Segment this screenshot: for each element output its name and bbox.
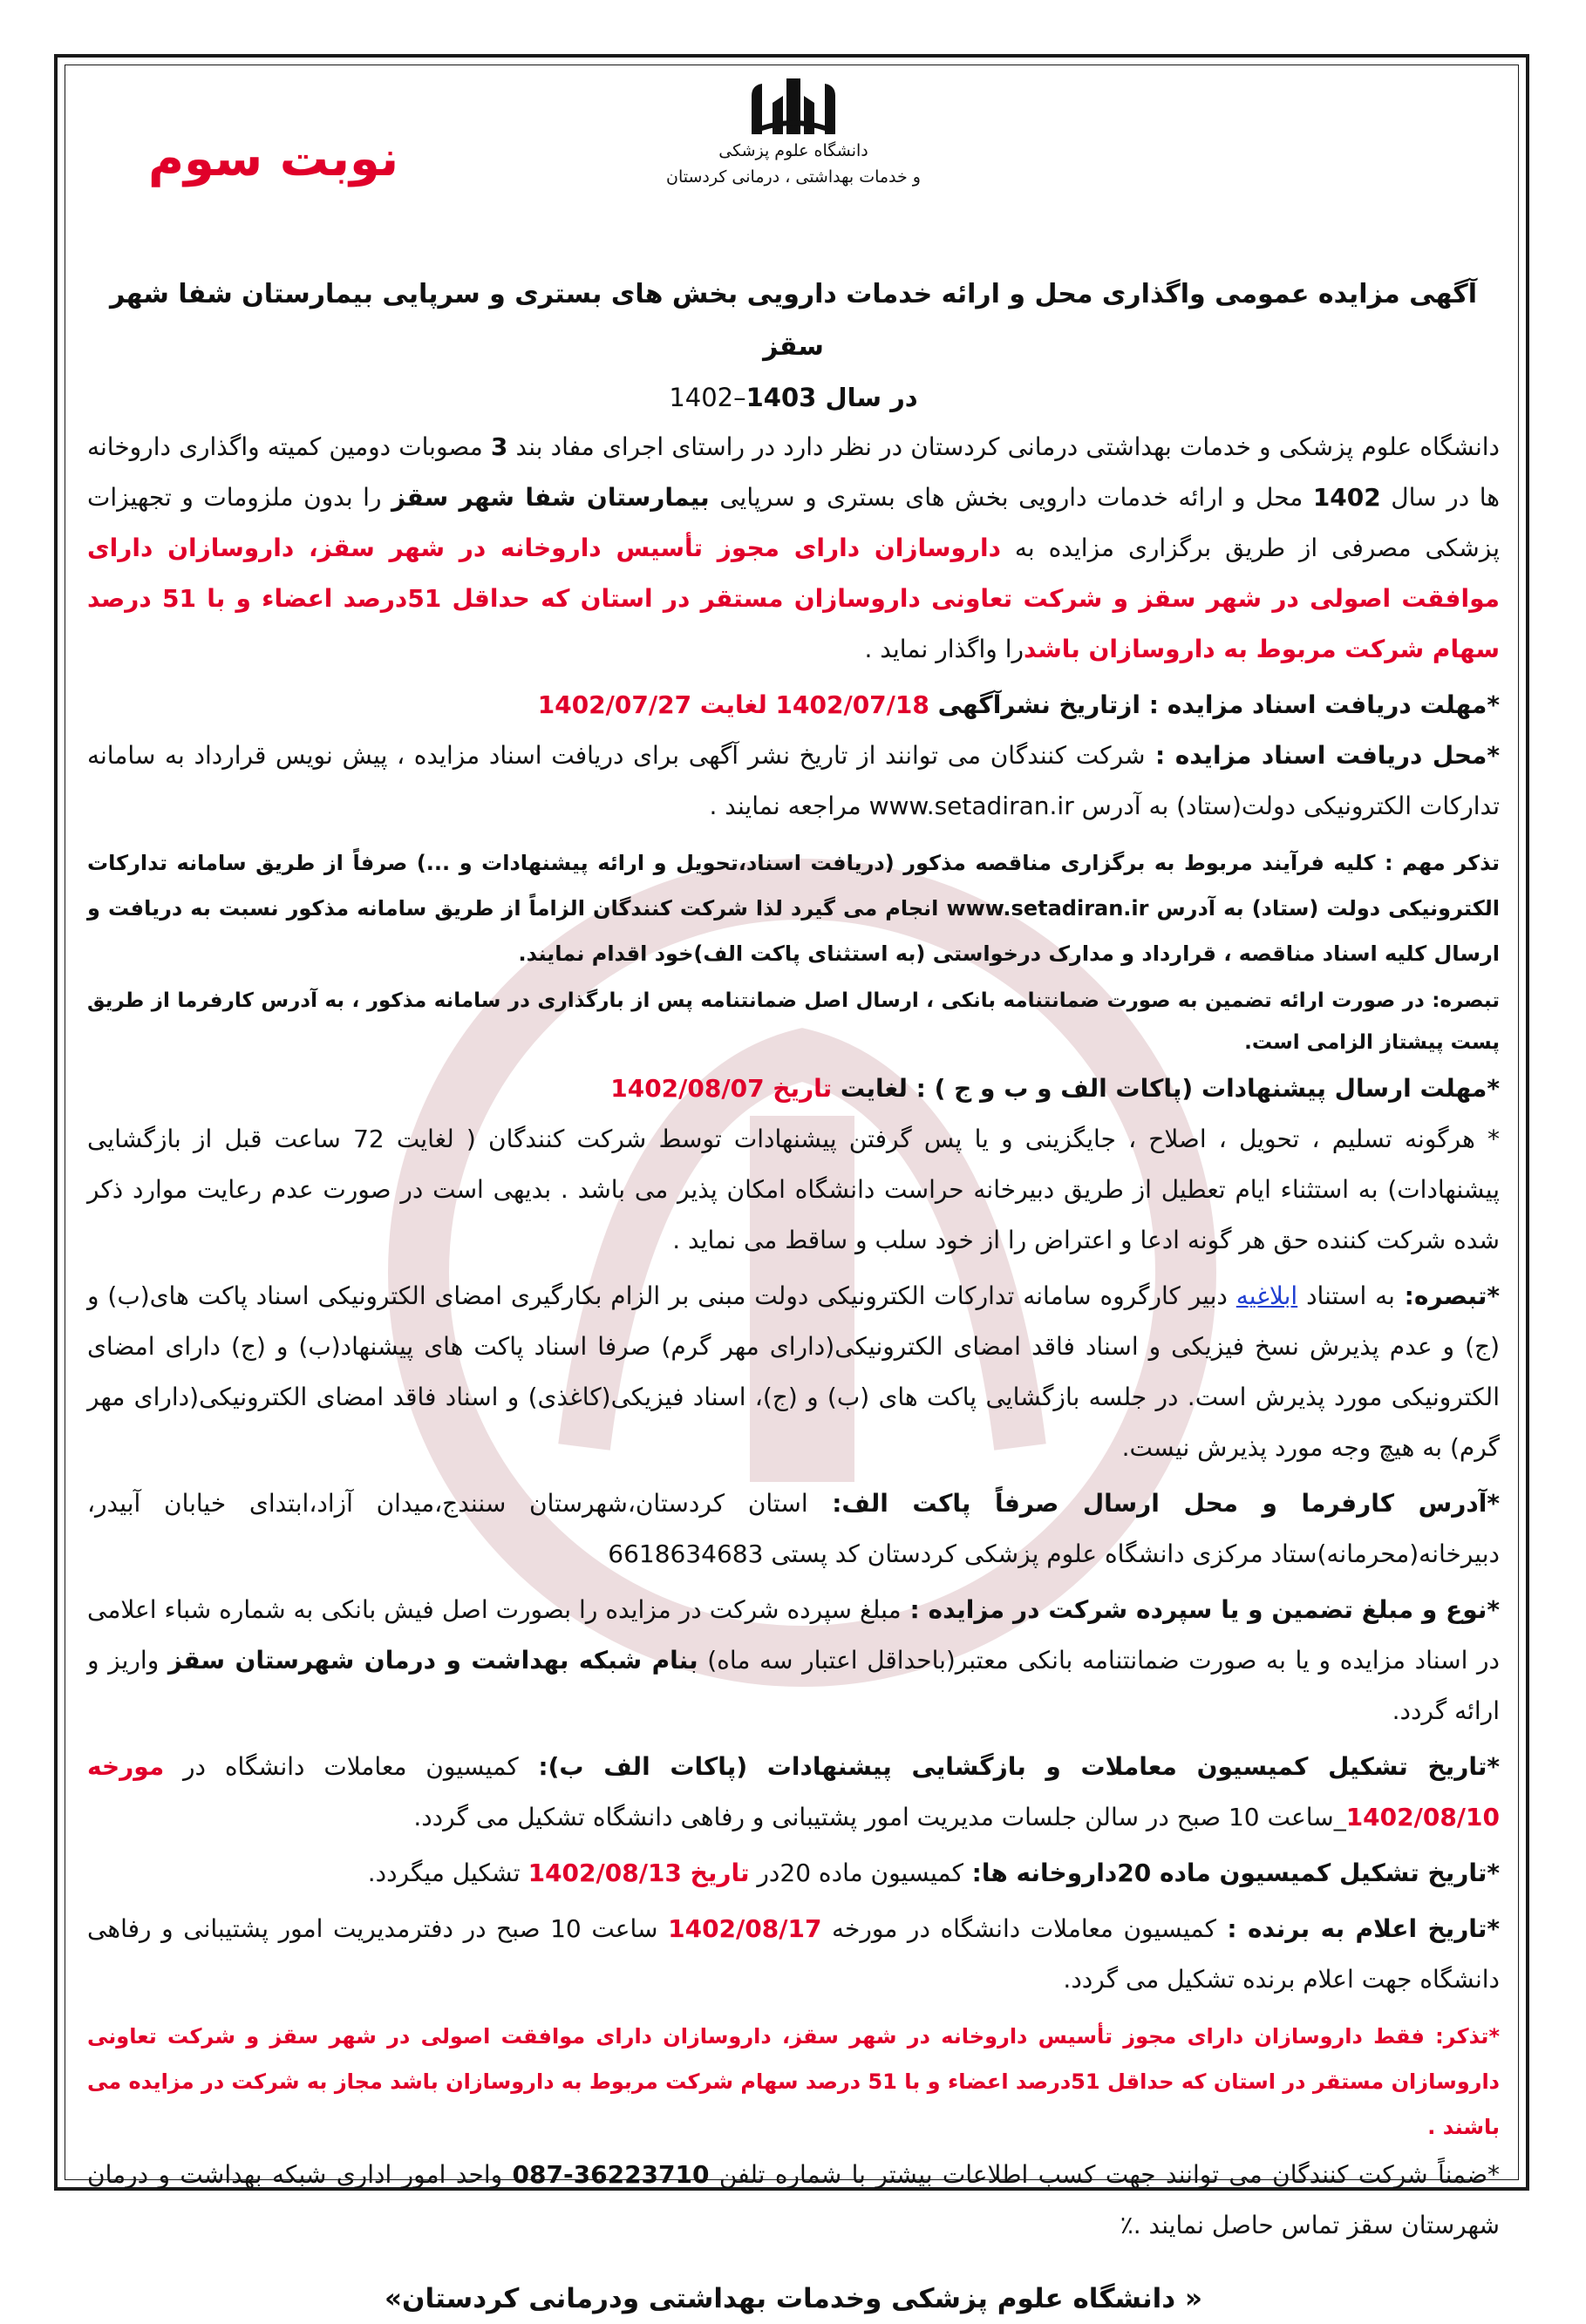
winner-date: 1402/08/17 <box>668 1914 822 1943</box>
changes-note: * هرگونه تسلیم ، تحویل ، اصلاح ، جایگزینی و یا پس گرفتن پیشنهادات توسط شرکت کنندگان ( لغایت 72 ساعت قبل از بازگشایی پیشنهادات) به استثناء ایام تعطیل از طریق دبیرخانه حراست دانشگاه امکان پذیر می باشد . بدیهی است در صورت عدم رعایت موارد ذکر شده شرکت کننده حق هر گونه ادعا و اعتراض را از خود سلب و ساقط می نماید . <box>87 1125 1501 1254</box>
important-text: انجام می گیرد لذا شرکت کنندگان الزاماً از طریق سامانه مذکور نسبت به دریافت و ارسال کلیه اسناد مناقصه ، قرارداد و مدارک درخواستی (به استثنای پاکت الف)خود اقدام نمایند. <box>87 896 1500 966</box>
intro-text: دانشگاه علوم پزشکی و خدمات بهداشتی درمانی کردستان در نظر دارد در راستای اجرای مفاد بند <box>507 432 1500 461</box>
commission20-date: تاریخ 1402/08/13 <box>528 1859 750 1887</box>
round-label: نوبت سوم <box>148 131 399 187</box>
notice-body <box>87 262 1500 2324</box>
notice-year <box>87 373 1500 422</box>
year-suffix: –1402 <box>669 383 746 412</box>
intro-paragraph <box>87 422 1500 675</box>
commission-text: کمیسیون معاملات دانشگاه در <box>164 1752 519 1781</box>
contact-phone: 087-36223710 <box>512 2160 710 2189</box>
contact-text: واحد امور اداری شبکه بهداشت و درمان شهرستان سقز تماس حاصل نمایند .٪ <box>87 2160 1500 2239</box>
commission-info <box>87 1742 1500 1843</box>
footer-signature: « دانشگاه علوم پزشکی وخدمات بهداشتی ودرمانی کردستان» <box>384 2283 1203 2314</box>
receive-place-label: *محل دریافت اسناد مزایده : <box>1145 741 1500 770</box>
commission20-text: کمیسیون ماده 20در <box>749 1859 963 1887</box>
intro-clause-number: 3 <box>490 432 508 461</box>
winner-info <box>87 1904 1500 2005</box>
commission20-text: تشکیل میگردد. <box>367 1859 528 1887</box>
submit-deadline <box>87 1063 1500 1114</box>
setad-url: www.setadiran.ir <box>946 896 1149 921</box>
university-logo-icon <box>741 77 846 138</box>
important-text: تذکر مهم : کلیه فرآیند مربوط به برگزاری مناقصه مذکور (دریافت اسناد،تحویل و ارائه پیشنهادات و ...) صرفاً از طریق سامانه تدارکات الکترونیکی دولت (ستاد) به آدرس <box>87 851 1501 921</box>
deposit-beneficiary: بنام شبکه بهداشت و درمان شهرستان سقز <box>167 1646 698 1675</box>
deposit-label: *نوع و مبلغ تضمین و یا سپرده شرکت در مزایده : <box>901 1595 1500 1624</box>
address-label: *آدرس کارفرما و محل ارسال صرفاً پاکت الف: <box>807 1489 1500 1518</box>
postal-code: 6618634683 <box>608 1539 764 1568</box>
directive-link[interactable]: ابلاغیه <box>1235 1281 1298 1310</box>
receive-deadline-dates: 1402/07/18 لغایت 1402/07/27 <box>537 690 929 719</box>
receive-place <box>87 730 1500 832</box>
receive-deadline <box>87 680 1500 730</box>
receive-place-text: شرکت کنندگان می توانند از تاریخ نشر آگهی برای دریافت اسناد مزایده ، پیش نویس قرارداد به سامانه تدارکات الکترونیکی دولت(ستاد) به آدرس <box>87 741 1500 820</box>
winner-text: کمیسیون معاملات دانشگاه در مورخه <box>821 1914 1216 1943</box>
employer-address <box>87 1478 1500 1580</box>
final-red-note: *تذکر: فقط داروسازان دارای مجوز تأسیس داروخانه در شهر سقز، داروسازان دارای موافقت اصولی در شهر سقز و شرکت تعاونی داروسازان مستقر در استان که حداقل 51درصد اعضاء و با 51 درصد سهام شرکت مربوط به داروسازان باشد مجاز به شرکت در مزایده می باشند . <box>87 2024 1500 2139</box>
important-note <box>87 840 1500 976</box>
contact-text: *ضمناً شرکت کنندگان می توانند جهت کسب اطلاعات بیشتر با شماره تلفن <box>709 2160 1500 2189</box>
university-name-line2: و خدمات بهداشتی ، درمانی کردستان <box>666 167 921 187</box>
signature-note-label: *تبصره: <box>1394 1281 1501 1310</box>
signature-note <box>87 1271 1500 1473</box>
signature-note-text: به استناد <box>1297 1281 1395 1310</box>
deposit-info <box>87 1585 1500 1736</box>
winner-label: *تاریخ اعلام به برنده : <box>1215 1914 1500 1943</box>
receive-deadline-label: *مهلت دریافت اسناد مزایده : <box>1140 690 1500 719</box>
year-label: در سال 1403 <box>745 383 918 412</box>
submit-deadline-date: تاریخ 1402/08/07 <box>610 1074 833 1103</box>
commission20-info <box>87 1848 1500 1899</box>
contact-info <box>87 2150 1500 2251</box>
deposit-text: مبلغ سپرده شرکت در مزایده را بصورت اصل فیش بانکی به شماره شباء اعلامی در اسناد مزایده و یا به صورت ضمانتنامه بانکی معتبر(باحداقل اعتبار سه ماه) <box>87 1595 1501 1675</box>
signature-note-text: دبیر کارگروه سامانه تدارکات الکترونیکی دولت مبنی بر الزام بکارگیری امضای الکترونیکی اسناد پاکت های(ب) و (ج) و عدم پذیرش نسخ فیزیکی و اسناد فاقد امضای الکترونیکی(دارای مهر گرم) صرفا اسناد پاکت های پیشنهاد(ب) و (ج) دارای امضای الکترونیکی مورد پذیرش است. در جلسه بازگشایی پاکت های (ب) و (ج)، اسناد فیزیکی(کاغذی) و اسناد فاقد امضای الکترونیکی(دارای مهر گرم) به هیچ وجه مورد پذیرش نیست. <box>87 1281 1500 1462</box>
deposit-text: واریز و ارائه گردد. <box>87 1646 1500 1725</box>
intro-text: محل و ارائه خدمات دارویی بخش های بستری و سرپایی <box>709 483 1313 512</box>
intro-text: را واگذار نماید . <box>864 635 1024 663</box>
hospital-name: بیمارستان شفا شهر سقز <box>391 483 710 512</box>
eligibility-red-text: داروسازان دارای مجوز تأسیس داروخانه در شهر سقز، داروسازان دارای موافقت اصولی در شهر سقز و شرکت تعاونی داروسازان مستقر در استان که حداقل 51درصد اعضاء و با 51 درصد سهام شرکت مربوط به داروسازان باشد <box>87 533 1501 663</box>
winner-text: ساعت 10 صبح در دفترمدیریت امور پشتیبانی و رفاهی دانشگاه جهت اعلام برنده تشکیل می گردد. <box>87 1914 1500 1994</box>
commission-text: _ساعت 10 صبح در سالن جلسات مدیریت امور پشتیبانی و رفاهی دانشگاه تشکیل می گردد. <box>413 1803 1346 1831</box>
submit-deadline-label: *مهلت ارسال پیشنهادات (پاکات الف و ب و ج ) : لغایت <box>832 1074 1500 1103</box>
intro-text: را بدون ملزومات و تجهیزات پزشکی مصرفی از طریق برگزاری مزایده به <box>87 483 1500 562</box>
receive-deadline-from: ازتاریخ نشرآگهی <box>929 690 1141 719</box>
notice-title: آگهی مزایده عمومی واگذاری محل و ارائه خدمات دارویی بخش های بستری و سرپایی بیمارستان شفا شهر سقز <box>109 279 1478 362</box>
address-text: استان کردستان،شهرستان سنندج،میدان آزاد،ابتدای خیابان آبیدر، دبیرخانه(محرمانه)ستاد مرکزی دانشگاه علوم پزشکی کردستان کد پستی <box>87 1489 1500 1568</box>
guarantee-note: تبصره: در صورت ارائه تضمین به صورت ضمانتنامه بانکی ، ارسال اصل ضمانتنامه پس از بارگذاری در سامانه مذکور ، به آدرس کارفرما از طریق پست پیشتاز الزامی است. <box>87 989 1500 1054</box>
university-name-line1: دانشگاه علوم پزشکی <box>718 141 868 160</box>
commission-date: مورخه 1402/08/10 <box>87 1752 1500 1831</box>
commission-label: *تاریخ تشکیل کمیسیون معاملات و بازگشایی پیشنهادات (پاکات الف ب): <box>518 1752 1500 1781</box>
receive-place-text: مراجعه نمایند . <box>709 792 869 820</box>
commission20-label: *تاریخ تشکیل کمیسیون ماده 20داروخانه ها: <box>963 1859 1500 1887</box>
university-logo-block <box>645 77 942 190</box>
intro-year: 1402 <box>1312 483 1381 512</box>
setad-url: www.setadiran.ir <box>868 792 1074 820</box>
intro-text: مصوبات دومین کمیته واگذاری داروخانه ها در سال <box>87 432 1501 512</box>
